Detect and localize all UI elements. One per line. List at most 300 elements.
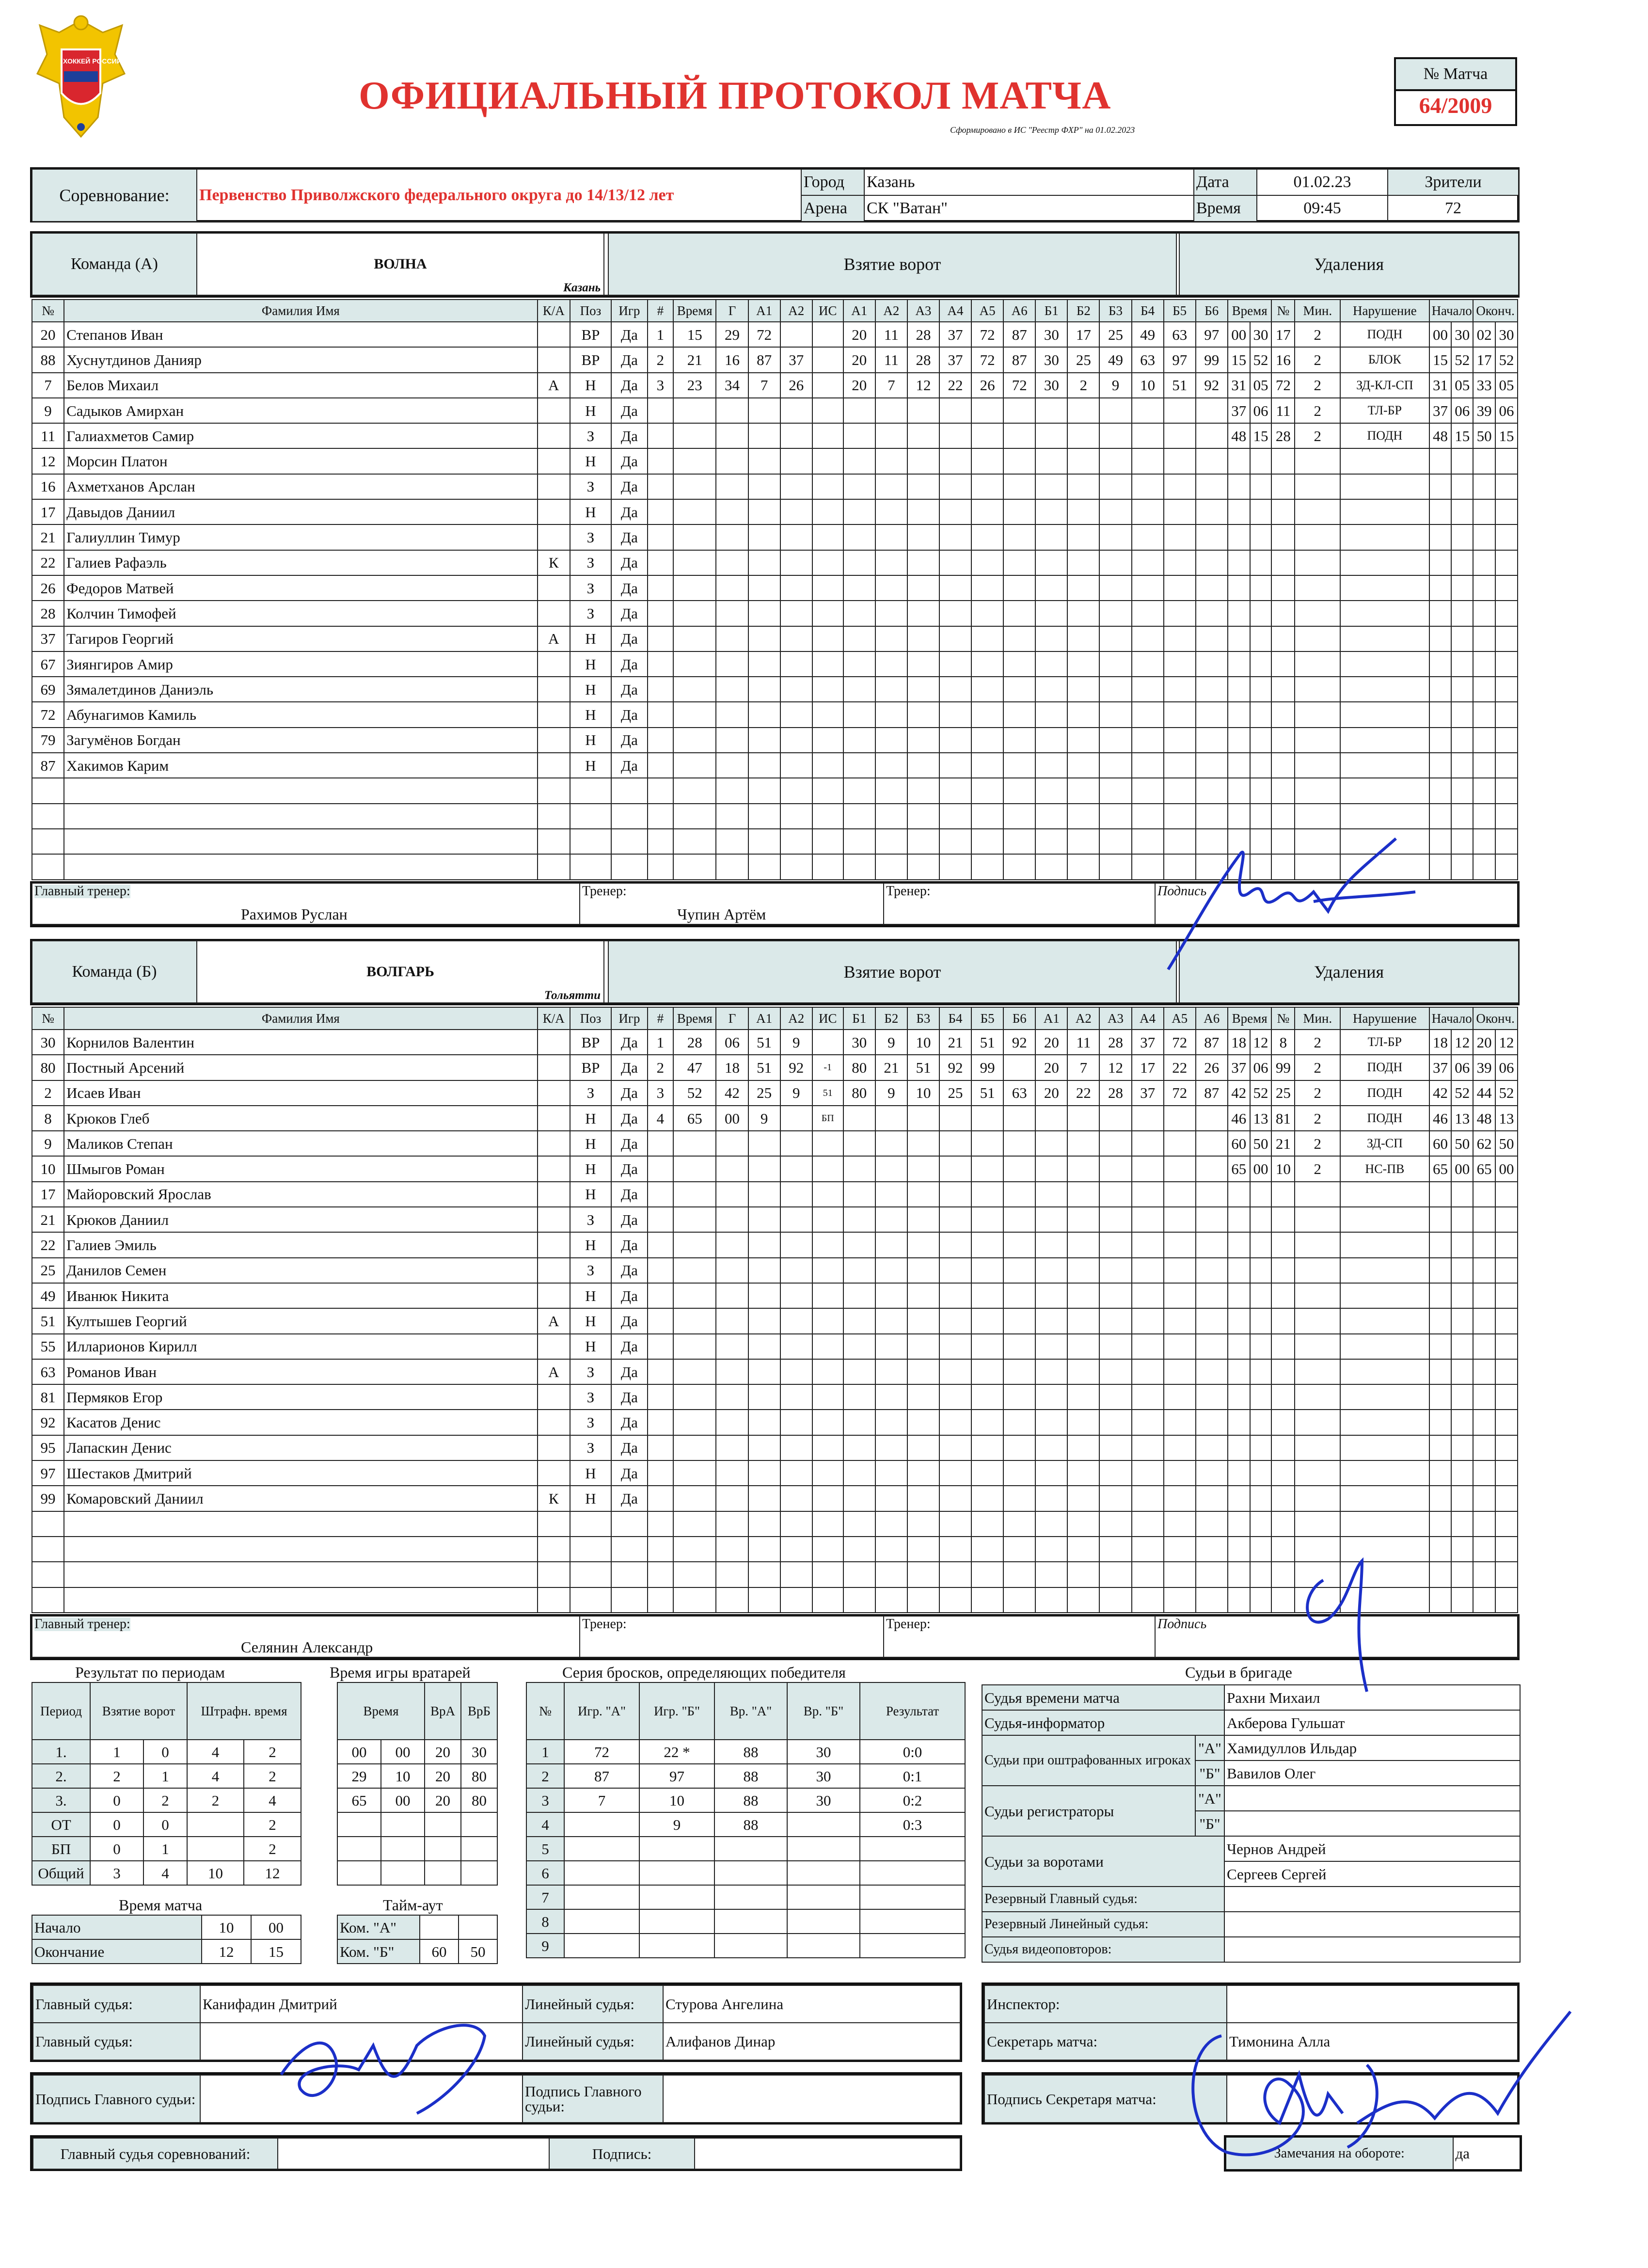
player-position: Н [570, 373, 611, 398]
penalty-cell [1271, 677, 1295, 702]
penalty-cell [1271, 778, 1295, 803]
onice-b-cell [1164, 1131, 1196, 1156]
onice-b-cell: 11 [1067, 1030, 1099, 1055]
table-row [32, 524, 1518, 550]
onice-b-cell [1196, 1156, 1228, 1181]
onice-a-cell [907, 1283, 939, 1308]
goal-cell: 00 [716, 1106, 748, 1131]
player-name [64, 778, 538, 803]
player-number: 92 [32, 1410, 64, 1435]
player-name: Галиев Рафаэль [64, 550, 538, 575]
penalty-cell: 62 [1473, 1131, 1495, 1156]
onice-b-cell [1196, 702, 1228, 727]
shootout-cell [860, 1934, 965, 1958]
onice-b-cell [1164, 1182, 1196, 1207]
goal-cell [648, 1182, 673, 1207]
onice-b-cell [1067, 1562, 1099, 1587]
onice-a-cell [907, 1131, 939, 1156]
onice-a-cell [907, 677, 939, 702]
shootout-cell: 30 [787, 1788, 860, 1812]
onice-a-cell [1003, 474, 1035, 499]
timeout-b-label: Ком. "Б" [337, 1939, 420, 1964]
penalty-cell [1429, 1334, 1452, 1359]
onice-b-cell [1035, 1384, 1067, 1410]
teamB-coach2-label: Тренер: [886, 1616, 931, 1632]
onice-a-cell [875, 677, 907, 702]
goal-cell [780, 778, 812, 803]
player-name: Крюков Глеб [64, 1106, 538, 1131]
penalty-cell [1429, 499, 1452, 524]
reserve-line [1224, 1912, 1520, 1937]
line-judge-1: Стурова Ангелина [663, 1985, 960, 2023]
penalty-cell: 42 [1429, 1080, 1452, 1106]
onice-a-cell [1003, 677, 1035, 702]
onice-a-cell [939, 753, 971, 778]
player-name: Шестаков Дмитрий [64, 1460, 538, 1486]
pen-violation-header: Нарушение [1340, 1007, 1429, 1030]
registrar-a-mark: "А" [1195, 1786, 1224, 1811]
teamA-coach1: Чупин Артём [677, 905, 766, 923]
onice-a-cell [907, 1435, 939, 1460]
goal-cell [812, 1562, 843, 1587]
player-name: Маликов Степан [64, 1131, 538, 1156]
player-ka [538, 677, 570, 702]
player-number: 51 [32, 1308, 64, 1333]
goal-cell [716, 1232, 748, 1257]
onice-a-cell [907, 550, 939, 575]
penalty-cell [1495, 1537, 1518, 1562]
penalty-cell [1340, 626, 1429, 651]
goal-cell [716, 1359, 748, 1384]
onice-b-cell [1196, 651, 1228, 677]
onice-b-cell [1164, 1460, 1196, 1486]
onice-b-cell: 28 [1099, 1030, 1131, 1055]
player-name: Илларионов Кирилл [64, 1334, 538, 1359]
penalty-cell [1250, 1511, 1272, 1537]
player-plays: Да [611, 524, 648, 550]
penalty-cell [1495, 753, 1518, 778]
penalty-cell: 65 [1228, 1156, 1250, 1181]
player-plays: Да [611, 423, 648, 448]
penalty-cell [1295, 1384, 1340, 1410]
shootout-cell: 88 [714, 1788, 787, 1812]
goal-cell [716, 778, 748, 803]
penalty-cell [1295, 575, 1340, 601]
penalty-cell [1250, 524, 1272, 550]
player-name [64, 804, 538, 829]
penalty-cell: 17 [1473, 347, 1495, 372]
penalty-cell [1473, 474, 1495, 499]
goal-cell [748, 626, 780, 651]
goal-col-header: Г [716, 1007, 748, 1030]
penalty-cell [1271, 702, 1295, 727]
onice-a-cell [971, 1537, 1003, 1562]
penalty-cell [1250, 550, 1272, 575]
onice-a-cell [907, 1232, 939, 1257]
penalty-cell: 15 [1495, 423, 1518, 448]
penalty-cell: 50 [1250, 1131, 1272, 1156]
penalty-cell [1295, 1182, 1340, 1207]
teamB-name: ВОЛГАРЬ [366, 964, 434, 980]
onice-b-cell [1035, 1587, 1067, 1613]
onice-a-cell [843, 753, 875, 778]
player-name: Абунагимов Камиль [64, 702, 538, 727]
onice-a-cell [843, 1359, 875, 1384]
shootout-title: Серия бросков, определяющих победителя [562, 1664, 846, 1681]
goal-cell [648, 423, 673, 448]
player-name [64, 854, 538, 879]
shootout-cell: 7 [564, 1788, 639, 1812]
onice-b-cell [1196, 601, 1228, 626]
penalty-cell [1340, 524, 1429, 550]
periods-table [32, 1682, 301, 1886]
goal-cell: -1 [812, 1055, 843, 1080]
player-number: 88 [32, 347, 64, 372]
goal-cell [780, 322, 812, 347]
onice-b-cell [1132, 1562, 1164, 1587]
goal-cell [673, 575, 716, 601]
reserve-main [1224, 1887, 1520, 1912]
penalty-cell [1429, 1410, 1452, 1435]
onice-a-cell [843, 1156, 875, 1181]
penalty-cell: 2 [1295, 423, 1340, 448]
penalty-cell: ПОДН [1340, 1080, 1429, 1106]
penalty-cell [1473, 1460, 1495, 1486]
period-cell: 1 [90, 1740, 143, 1764]
player-number: 16 [32, 474, 64, 499]
shootout-cell [714, 1934, 787, 1958]
period-cell: 2. [32, 1764, 90, 1788]
goal-cell [673, 1537, 716, 1562]
penalty-cell [1250, 1182, 1272, 1207]
shootout-cell [564, 1837, 639, 1861]
penalty-cell: 2 [1295, 1080, 1340, 1106]
penalty-cell [1473, 448, 1495, 474]
penalty-cell [1473, 1384, 1495, 1410]
player-position: Н [570, 1182, 611, 1207]
player-ka [538, 1030, 570, 1055]
player-ka [538, 1410, 570, 1435]
periods-title: Результат по периодам [75, 1664, 225, 1681]
penalty-cell [1429, 474, 1452, 499]
main-referee-label-1: Главный судья: [33, 1985, 200, 2023]
player-ka [538, 829, 570, 854]
goal-col-header: Время [673, 1007, 716, 1030]
player-plays: Да [611, 474, 648, 499]
shootout-cell [787, 1861, 860, 1885]
penalty-cell: 06 [1451, 398, 1473, 423]
onice-b-cell [1035, 804, 1067, 829]
onice-a-cell [843, 1486, 875, 1511]
pen-start-header: Начало [1429, 300, 1474, 322]
teamA-sign-label: Подпись [1157, 883, 1207, 899]
onice-b-cell [1035, 651, 1067, 677]
player-ka [538, 1384, 570, 1410]
player-plays: Да [611, 1334, 648, 1359]
secretary-label: Секретарь матча: [984, 2023, 1227, 2060]
penalty-cell [1340, 1207, 1429, 1232]
penalty-cell [1495, 524, 1518, 550]
gk-time-header: Время [337, 1682, 425, 1740]
penalty-cell: 21 [1271, 1131, 1295, 1156]
penalty-cell: 37 [1429, 398, 1452, 423]
goal-cell [780, 651, 812, 677]
penalty-cell [1250, 1410, 1272, 1435]
goal-cell [673, 398, 716, 423]
onice-b-cell [1196, 778, 1228, 803]
goal-cell [780, 1435, 812, 1460]
onice-a-cell [939, 1232, 971, 1257]
player-ka [538, 1258, 570, 1283]
logo-emblem [30, 11, 132, 156]
onice-a-cell [939, 829, 971, 854]
teamA-coach1-cell [580, 883, 884, 924]
onice-a-cell: 21 [939, 1030, 971, 1055]
penalty-judges-label: Судьи при оштрафованных игроках [982, 1735, 1195, 1786]
secretary: Тимонина Алла [1227, 2023, 1518, 2060]
penalty-cell [1271, 1334, 1295, 1359]
goal-cell [716, 1131, 748, 1156]
penalty-cell: 33 [1473, 373, 1495, 398]
teamA-roster-table [32, 299, 1518, 880]
onice-a-cell [939, 1359, 971, 1384]
onice-b-cell [1164, 1232, 1196, 1257]
penalty-cell [1295, 753, 1340, 778]
goal-cell [780, 854, 812, 879]
goal-cell [648, 753, 673, 778]
penalty-cell [1451, 1562, 1473, 1587]
penalty-cell [1451, 651, 1473, 677]
onice-a-cell [1003, 1537, 1035, 1562]
onice-b-header: Б5 [1164, 300, 1196, 322]
reserve-line-label: Резервный Линейный судья: [982, 1912, 1224, 1937]
goal-cell [648, 728, 673, 753]
player-ka [538, 1182, 570, 1207]
penalty-cell [1495, 1258, 1518, 1283]
shootout-row [526, 1788, 965, 1812]
pen-no-header: № [1271, 1007, 1295, 1030]
goal-cell: 92 [780, 1055, 812, 1080]
goal-cell [812, 1460, 843, 1486]
generated-note: Сформировано в ИС "Реестр ФХР" на 01.02.2023 [950, 125, 1135, 135]
shootout-cell: 87 [564, 1764, 639, 1788]
goal-cell [780, 448, 812, 474]
onice-b-cell [1099, 728, 1131, 753]
shootout-cell [860, 1837, 965, 1861]
penalty-cell [1250, 753, 1272, 778]
onice-b-cell [1132, 423, 1164, 448]
onice-b-cell [1132, 1537, 1164, 1562]
player-plays [611, 1511, 648, 1537]
goal-cell [716, 728, 748, 753]
onice-a-cell [1003, 854, 1035, 879]
onice-a-cell [875, 499, 907, 524]
onice-a-cell [843, 1182, 875, 1207]
penalty-cell [1340, 1460, 1429, 1486]
onice-b-cell: 87 [1196, 1030, 1228, 1055]
goal-cell [748, 1207, 780, 1232]
penalty-cell: 05 [1495, 373, 1518, 398]
player-position: Н [570, 448, 611, 474]
goal-cell [748, 1486, 780, 1511]
onice-a-cell [939, 1182, 971, 1207]
comp-ref-sign [695, 2138, 960, 2169]
player-ka [538, 1106, 570, 1131]
penalty-cell [1473, 1182, 1495, 1207]
penalty-cell: 81 [1271, 1106, 1295, 1131]
onice-a-cell [971, 1334, 1003, 1359]
player-number: 79 [32, 728, 64, 753]
onice-a-cell [907, 524, 939, 550]
onice-b-cell [1099, 1435, 1131, 1460]
onice-b-cell [1132, 1587, 1164, 1613]
goal-cell: БП [812, 1106, 843, 1131]
penalty-cell [1429, 753, 1452, 778]
goal-cell: 18 [716, 1055, 748, 1080]
goal-cell [673, 1359, 716, 1384]
onice-b-cell [1099, 1182, 1131, 1207]
goal-cell [748, 1410, 780, 1435]
onice-a-cell [939, 1207, 971, 1232]
player-plays: Да [611, 347, 648, 372]
onice-b-cell: 10 [1132, 373, 1164, 398]
gk-a-header: ВрА [425, 1682, 461, 1740]
goal-cell [716, 1156, 748, 1181]
goal-cell [812, 1156, 843, 1181]
goal-cell [780, 626, 812, 651]
onice-a-cell [939, 1283, 971, 1308]
onice-a-header: А2 [875, 300, 907, 322]
player-plays: Да [611, 753, 648, 778]
onice-a-cell [875, 1106, 907, 1131]
shootout-cell: 97 [639, 1764, 714, 1788]
penalty-cell [1340, 1435, 1429, 1460]
date-label: Дата [1194, 169, 1257, 195]
penalty-cell [1228, 1359, 1250, 1384]
onice-a-cell [875, 1562, 907, 1587]
goal-cell [648, 1334, 673, 1359]
penalty-cell: 39 [1473, 398, 1495, 423]
onice-a-cell [875, 601, 907, 626]
onice-a-cell [907, 1359, 939, 1384]
gk-cell [425, 1861, 461, 1885]
penalty-cell [1228, 601, 1250, 626]
onice-b-cell [1196, 499, 1228, 524]
pen-min-header: Мин. [1295, 1007, 1340, 1030]
penalty-cell: 52 [1451, 347, 1473, 372]
onice-b-cell [1035, 499, 1067, 524]
onice-b-cell: 25 [1099, 322, 1131, 347]
player-ka: А [538, 1308, 570, 1333]
onice-b-cell [1132, 1156, 1164, 1181]
penalty-cell: 39 [1473, 1055, 1495, 1080]
goal-cell: 65 [673, 1106, 716, 1131]
onice-a-cell [875, 854, 907, 879]
onice-b-cell [1099, 474, 1131, 499]
penalty-cell [1451, 677, 1473, 702]
penalty-cell [1429, 524, 1452, 550]
penalty-cell [1271, 601, 1295, 626]
player-position: Н [570, 626, 611, 651]
goal-cell [748, 1258, 780, 1283]
onice-b-cell [1164, 1106, 1196, 1131]
player-position [570, 1511, 611, 1537]
goal-cell [780, 499, 812, 524]
table-row [32, 1258, 1518, 1283]
onice-a-cell [843, 1308, 875, 1333]
penalty-cell [1495, 651, 1518, 677]
penalty-cell [1429, 1359, 1452, 1384]
onice-b-cell [1164, 575, 1196, 601]
penalty-cell [1495, 778, 1518, 803]
penalty-cell [1495, 829, 1518, 854]
player-position: З [570, 1207, 611, 1232]
onice-a-cell: 20 [843, 373, 875, 398]
penalty-cell [1473, 1207, 1495, 1232]
onice-a-cell [971, 1182, 1003, 1207]
onice-a-cell: 87 [1003, 347, 1035, 372]
onice-b-cell [1132, 677, 1164, 702]
onice-b-cell [1067, 550, 1099, 575]
onice-b-cell [1164, 804, 1196, 829]
onice-a-cell [907, 829, 939, 854]
player-number: 55 [32, 1334, 64, 1359]
goal-cell [812, 448, 843, 474]
penalty-cell: 72 [1271, 373, 1295, 398]
player-position: Н [570, 499, 611, 524]
onice-a-cell: 72 [971, 347, 1003, 372]
penalty-cell: 00 [1429, 322, 1452, 347]
player-ka [538, 1587, 570, 1613]
penalty-cell [1250, 702, 1272, 727]
onice-a-cell [875, 550, 907, 575]
penalty-cell [1295, 524, 1340, 550]
goal-cell [780, 1283, 812, 1308]
penalty-cell [1295, 1308, 1340, 1333]
sign-secretary-label: Подпись Секретаря матча: [984, 2075, 1227, 2123]
player-plays: Да [611, 626, 648, 651]
onice-b-cell [1035, 1232, 1067, 1257]
penalty-cell [1295, 651, 1340, 677]
onice-b-cell [1164, 1562, 1196, 1587]
penalty-cell: 15 [1250, 423, 1272, 448]
goal-col-header: # [648, 1007, 673, 1030]
player-number: 2 [32, 1080, 64, 1106]
player-plays: Да [611, 728, 648, 753]
penalty-cell [1228, 677, 1250, 702]
onice-b-cell [1035, 728, 1067, 753]
onice-a-cell [971, 575, 1003, 601]
penalty-cell [1473, 753, 1495, 778]
onice-b-cell [1196, 1460, 1228, 1486]
onice-a-cell [843, 575, 875, 601]
penalty-cell [1451, 626, 1473, 651]
onice-a-cell [907, 1511, 939, 1537]
gk-cell: 00 [381, 1740, 425, 1764]
onice-b-cell [1035, 398, 1067, 423]
period-cell: БП [32, 1837, 90, 1861]
goal-cell [780, 1359, 812, 1384]
onice-a-cell [875, 651, 907, 677]
registrar-a [1224, 1786, 1520, 1811]
onice-b-cell [1164, 1308, 1196, 1333]
penalty-cell [1340, 1410, 1429, 1435]
penalty-cell [1451, 854, 1473, 879]
penalty-cell: 31 [1429, 373, 1452, 398]
goal-cell [812, 398, 843, 423]
gk-cell: 00 [337, 1740, 381, 1764]
penalty-cell: 12 [1451, 1030, 1473, 1055]
